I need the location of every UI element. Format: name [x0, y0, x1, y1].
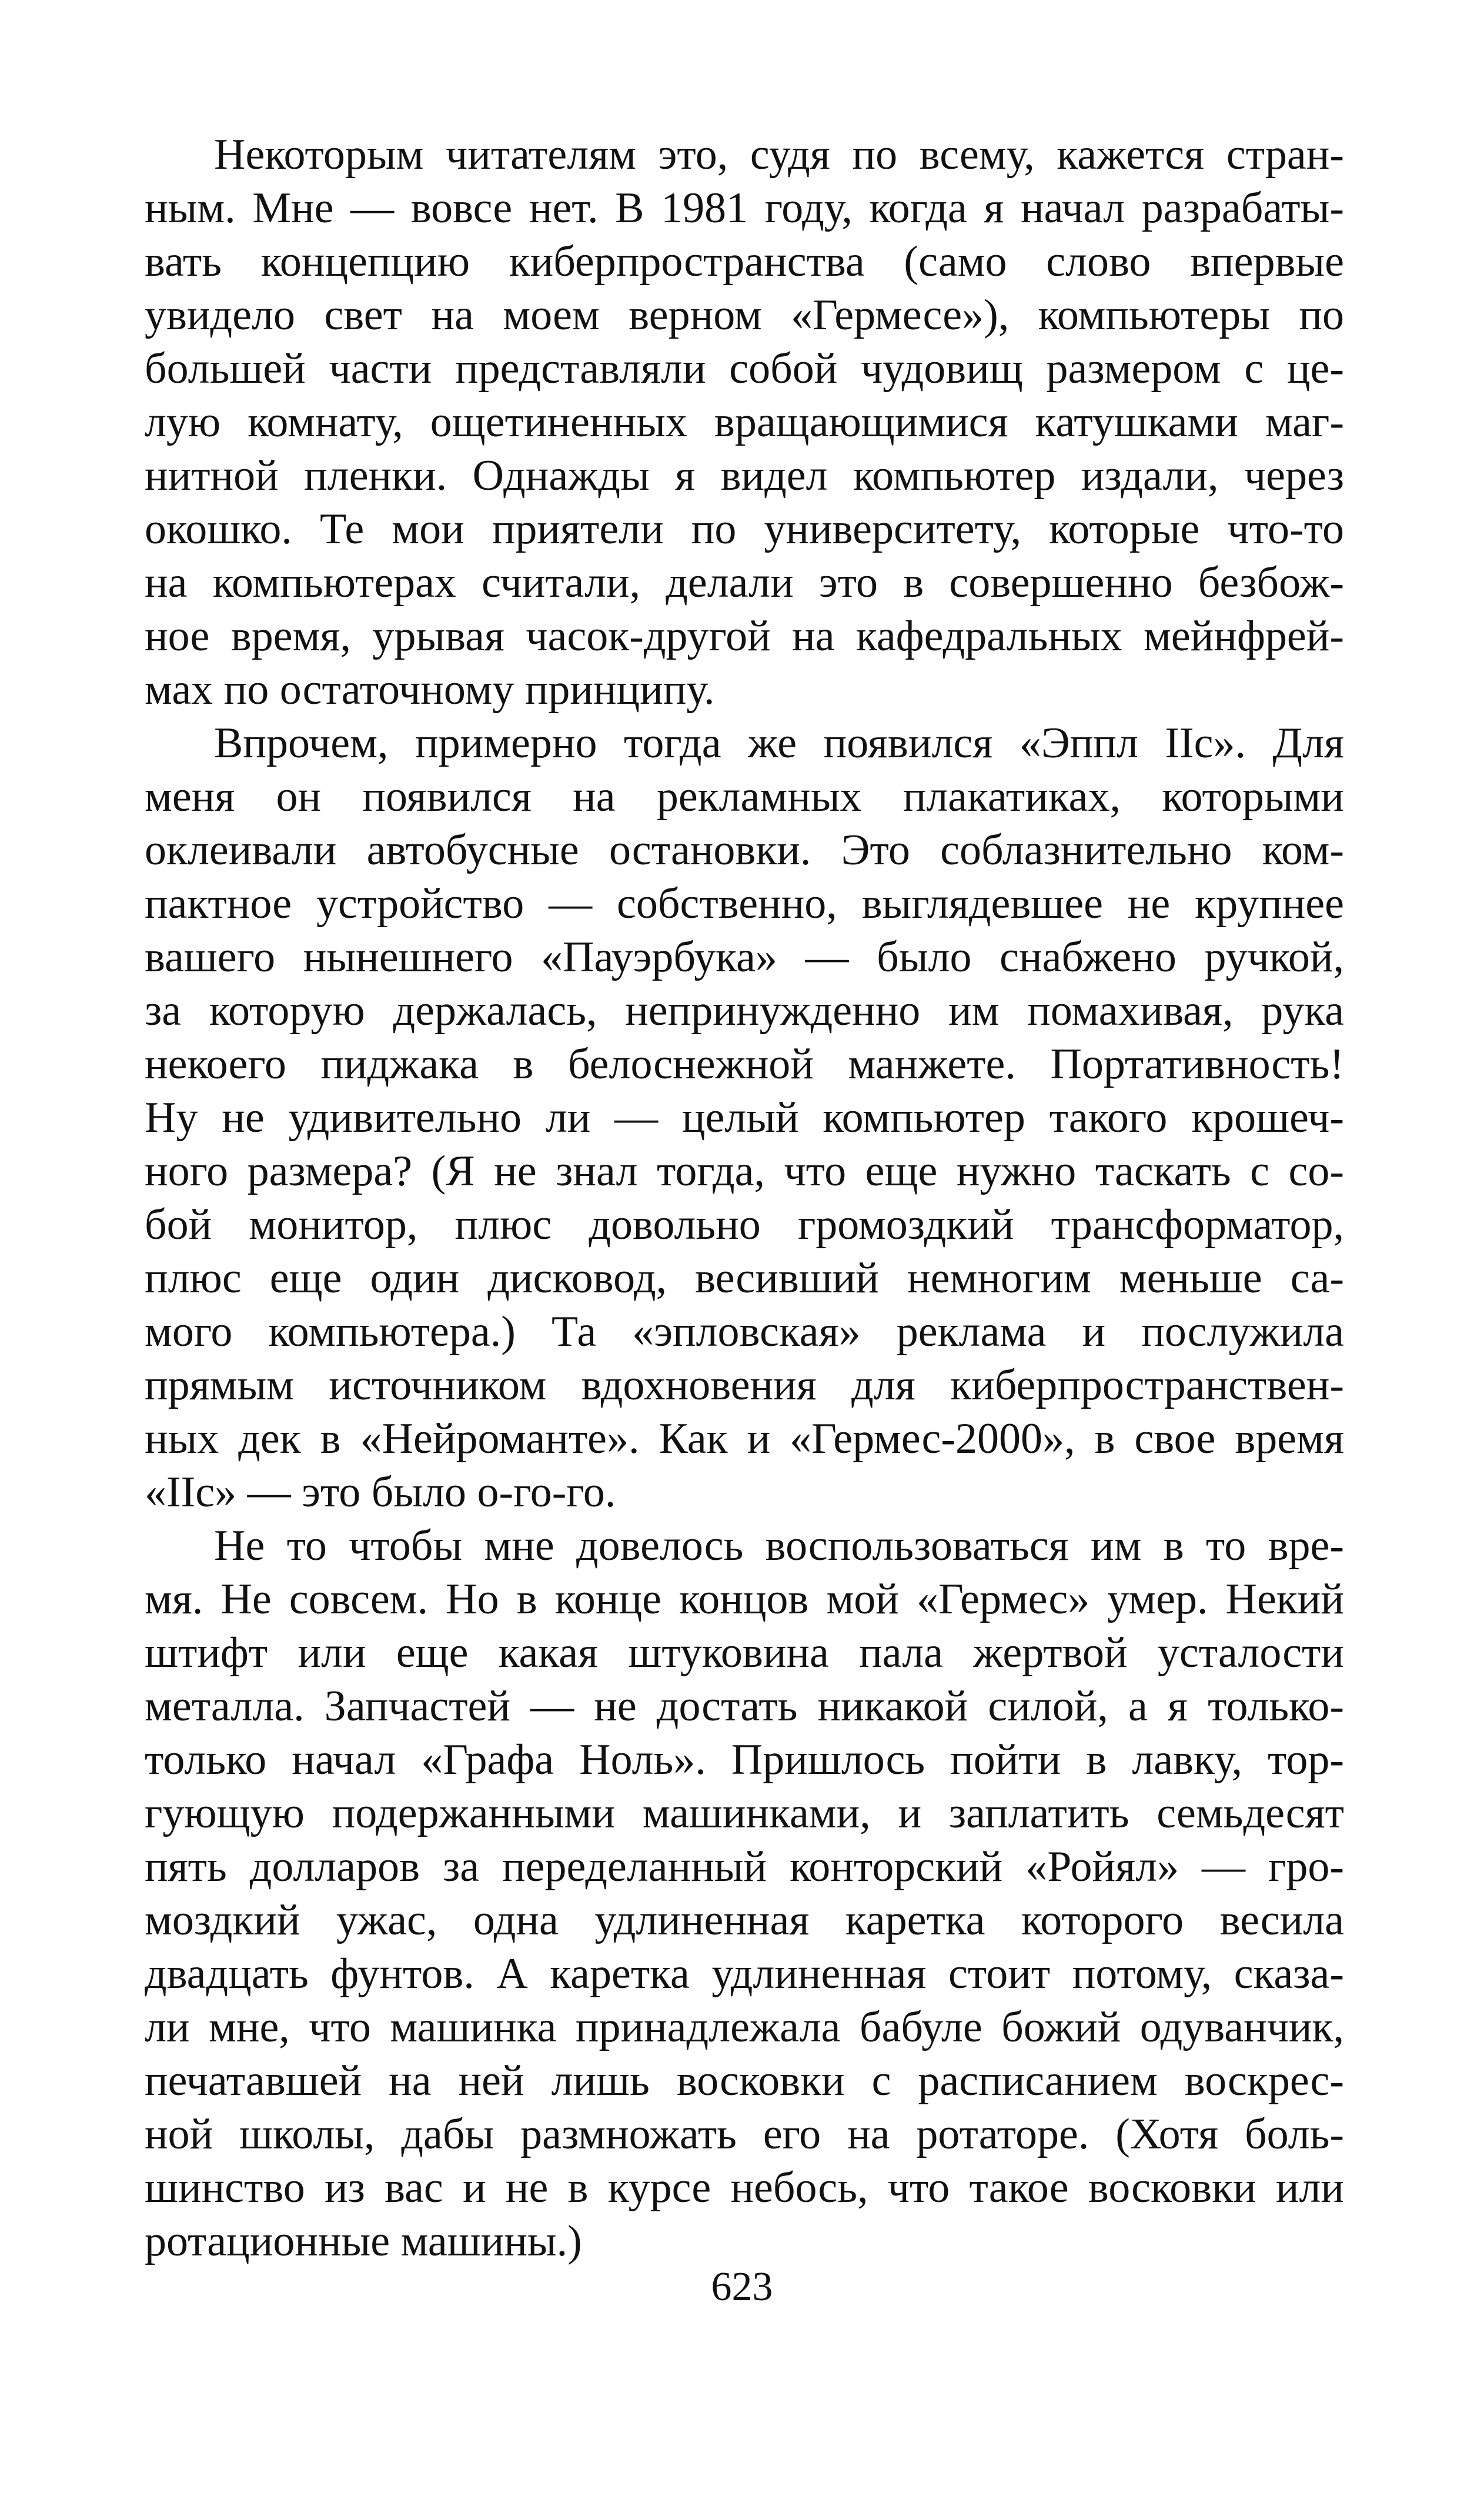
- text-line: Не то чтобы мне довелось воспользоваться им в то вре-: [214, 1522, 1344, 1570]
- text-line: ротационные машины.): [145, 2217, 582, 2265]
- text-line: на компьютерах считали, делали это в совершенно безбож-: [145, 559, 1344, 607]
- text-line: Впрочем, примерно тогда же появился «Эппл IIc». Для: [214, 719, 1344, 767]
- page-number: 623: [711, 2264, 773, 2310]
- text-line: штифт или еще какая штуковина пала жертвой усталости: [145, 1629, 1344, 1677]
- text-line: некоего пиджака в белоснежной манжете. Портативность!: [145, 1040, 1344, 1088]
- text-line: за которую держалась, непринужденно им помахивая, рука: [145, 987, 1344, 1035]
- text-line: мого компьютера.) Та «эпловская» реклама и послужила: [145, 1308, 1344, 1356]
- text-line: меня он появился на рекламных плакатиках, которыми: [145, 773, 1344, 821]
- text-line: пактное устройство — собственно, выглядевшее не крупнее: [145, 880, 1344, 928]
- text-line: оклеивали автобусные остановки. Это соблазнительно ком-: [145, 826, 1344, 874]
- text-line: нитной пленки. Однажды я видел компьютер издали, через: [145, 452, 1344, 500]
- paragraph: [145, 717, 1344, 1519]
- text-line: Ну не удивительно ли — целый компьютер такого крошеч-: [145, 1094, 1344, 1142]
- text-line: плюс еще один дисковод, весивший немногим меньше са-: [145, 1254, 1344, 1302]
- text-line: ное время, урывая часок-другой на кафедральных мейнфрей-: [145, 612, 1344, 660]
- text-line: окошко. Те мои приятели по университету, которые что-то: [145, 505, 1344, 553]
- text-line: прямым источником вдохновения для киберпространствен-: [145, 1361, 1344, 1409]
- text-line: «IIc» — это было о-го-го.: [145, 1468, 616, 1516]
- text-line: увидело свет на моем верном «Гермесе»), компьютеры по: [145, 291, 1344, 339]
- text-line: мах по остаточному принципу.: [145, 666, 715, 714]
- text-line: шинство из вас и не в курсе небось, что такое восковки или: [145, 2164, 1344, 2212]
- text-line: пять долларов за переделанный конторский «Ройял» — гро-: [145, 1843, 1344, 1891]
- text-line: ных дек в «Нейроманте». Как и «Гермес-2000», в свое время: [145, 1415, 1344, 1463]
- text-line: двадцать фунтов. А каретка удлиненная стоит потому, сказа-: [145, 1950, 1344, 1998]
- text-line: лую комнату, ощетиненных вращающимися катушками маг-: [145, 398, 1344, 446]
- text-line: моздкий ужас, одна удлиненная каретка которого весила: [145, 1896, 1344, 1944]
- text-line: бой монитор, плюс довольно громоздкий трансформатор,: [145, 1201, 1344, 1249]
- body-text: [145, 128, 1344, 2268]
- text-line: ного размера? (Я не знал тогда, что еще нужно таскать с со-: [145, 1147, 1344, 1195]
- text-line: металла. Запчастей — не достать никакой силой, а я только-: [145, 1682, 1344, 1730]
- text-line: Некоторым читателям это, судя по всему, кажется стран-: [214, 131, 1344, 179]
- text-line: мя. Не совсем. Но в конце концов мой «Гермес» умер. Некий: [145, 1575, 1344, 1623]
- paragraph: [145, 128, 1344, 717]
- paragraph: [145, 1519, 1344, 2268]
- text-line: ли мне, что машинка принадлежала бабуле божий одуванчик,: [145, 2003, 1344, 2051]
- text-line: вашего нынешнего «Пауэрбука» — было снабжено ручкой,: [145, 933, 1344, 981]
- text-line: только начал «Графа Ноль». Пришлось пойти в лавку, тор-: [145, 1736, 1344, 1784]
- text-line: гующую подержанными машинками, и заплатить семьдесят: [145, 1789, 1344, 1837]
- text-line: печатавшей на ней лишь восковки с расписанием воскрес-: [145, 2057, 1344, 2105]
- text-line: большей части представляли собой чудовищ размером с це-: [145, 345, 1344, 393]
- text-line: ным. Мне — вовсе нет. В 1981 году, когда я начал разрабаты-: [145, 184, 1344, 232]
- text-line: ной школы, дабы размножать его на ротаторе. (Хотя боль-: [145, 2110, 1344, 2158]
- text-line: вать концепцию киберпространства (само слово впервые: [145, 238, 1344, 286]
